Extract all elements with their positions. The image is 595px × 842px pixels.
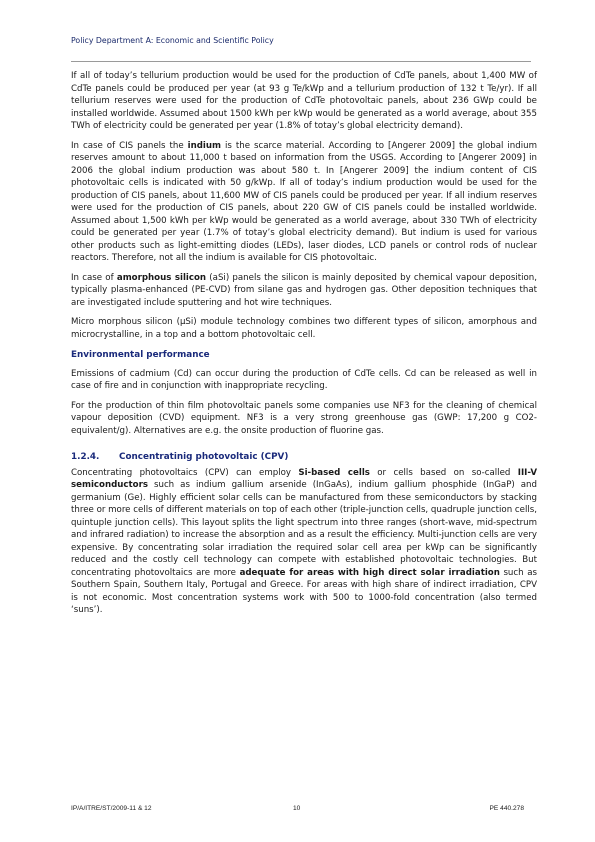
bold-amorphous-silicon: amorphous silicon bbox=[116, 272, 207, 283]
paragraph-cpv: Concentrating photovoltaics (CPV) can employ Si-based cells or cells based on so-called III-V semiconductors such as indium gallium arsenide (InGaAs), indium gallium phosphide (InGaP) and germanium (Ge). Highly efficient solar cells can be manufactured from these semiconductors by stacking three or more cells of different materials on top of each other (triple-junction cells, quadruple junction cells, quintuple junction cells). This layout splits the light spectrum into three ranges (short-wave, mid-spectrum and infrared radiation) to increase the absorption and as a result the efficiency. Multi-junction cells are very expensive. By concentrating solar irradiation the required solar cell area per kWp can be significantly reduced and the costly cell technology can compete with established photovoltaic technologies. But concentrating photovoltaics are more adequate for areas with high direct solar irradiation such as Southern Spain, Southern Italy, Portugal and Greece. For areas with high share of indirect irradiation, CPV is not economic. Most concentration systems work with 500 to 1000-fold concentration (also termed ‘suns’). bbox=[71, 467, 537, 615]
page-content bbox=[71, 70, 537, 624]
subsection-heading-cpv bbox=[71, 451, 537, 464]
footer-reference: IP/A/ITRE/ST/2009-11 & 12 bbox=[71, 805, 152, 812]
subsection-number: 1.2.4. bbox=[71, 452, 100, 462]
paragraph-indium: In case of CIS panels the indium is the scarce material. According to [Angerer 2009] the global indium reserves amount to about 11,000 t based on information from the USGS. According to [Angerer 2009] in 2006 the global indium production was about 580 t. In [Angerer 2009] the indium content of CIS photovoltaic cells is indicated with 50 g/kWp. If all of today’s indium production would be used for the production of CIS panels, about 11,600 MW of CIS panels could be produced per year. If all indium reserves were used for the production of CIS panels, about 220 GW of CIS panels could be installed worldwide. Assumed about 1,500 kWh per kWp would be generated as a world average, about 330 TWh of electricity could be generated per year (1.7% of totay’s global electricity demand). But indium is used for various other products such as light-emitting diodes (LEDs), laser diodes, LCD panels or control rods of nuclear reactors. Therefore, not all the indium is available for CIS photovoltaic. bbox=[71, 140, 537, 263]
paragraph-cadmium: Emissions of cadmium (Cd) can occur during the production of CdTe cells. Cd can be released as well in case of fire and in conjunction with inappropriate recycling. bbox=[71, 368, 537, 391]
section-heading-environmental: Environmental performance bbox=[71, 350, 210, 360]
running-header: Policy Department A: Economic and Scientific Policy bbox=[71, 36, 274, 45]
paragraph-tellurium: If all of today’s tellurium production would be used for the production of CdTe panels, about 1,400 MW of CdTe panels could be produced per year (at 93 g Te/kWp and a tellurium production of 132 t Te/yr). If all tellurium reserves were used for the production of CdTe photovoltaic panels, about 236 GWp could be installed worldwide. Assumed about 1500 kWh per kWp would be generated as a world average, about 355 TWh of electricity could be generated per year (1.8% of totay’s global electricity demand). bbox=[71, 71, 537, 131]
paragraph-nf3: For the production of thin film photovoltaic panels some companies use NF3 for the cleaning of chemical vapour deposition (CVD) equipment. NF3 is a very strong greenhouse gas (GWP: 17,200 g CO2-equivalent/g). Alternatives are e.g. the onsite production of fluorine gas. bbox=[71, 400, 537, 436]
page-number: 10 bbox=[293, 805, 301, 812]
header-rule bbox=[71, 61, 531, 62]
bold-si-based-cells: Si-based cells bbox=[298, 467, 370, 478]
subsection-title: Concentratinig photovoltaic (CPV) bbox=[119, 452, 289, 462]
bold-indium: indium bbox=[187, 140, 222, 151]
bold-iii-v: III-V semiconductors bbox=[71, 467, 537, 490]
paragraph-micromorphous: Micro morphous silicon (μSi) module technology combines two different types of silicon, amorphous and microcrystalline, in a top and a bottom photovoltaic cell. bbox=[71, 317, 537, 340]
bold-adequate-areas: adequate for areas with high direct solar irradiation bbox=[239, 567, 500, 578]
paragraph-amorphous-silicon: In case of amorphous silicon (aSi) panels the silicon is mainly deposited by chemical vapour deposition, typically plasma-enhanced (PE-CVD) from silane gas and hydrogen gas. Other deposition techniques that are investigated include sputtering and hot wire techniques. bbox=[71, 272, 537, 308]
footer-pe-number: PE 440.278 bbox=[489, 805, 524, 812]
